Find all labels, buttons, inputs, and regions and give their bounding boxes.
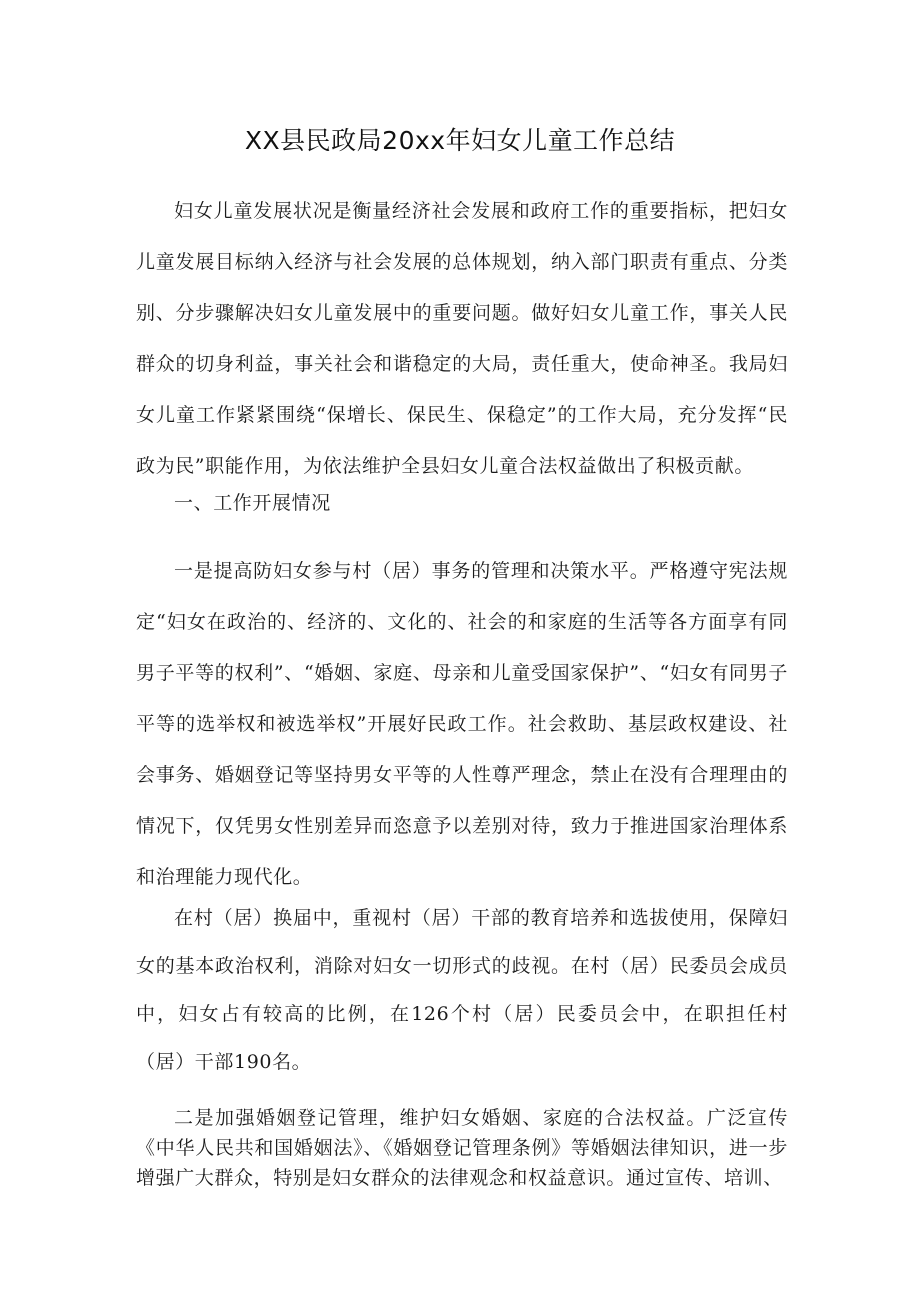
body-paragraph-1: 一是提高防妇女参与村（居）事务的管理和决策水平。严格遵守宪法规定“妇女在政治的、经济的、文化的、社会的和家庭的生活等各方面享有同男子平等的权利”、“婚姻、家庭、母亲和儿童受国家保护”、“妇女有同男子平等的选举权和被选举权”开展好民政工作。社会救助、基层政权建设、社会事务、婚姻登记等坚持男女平等的人性尊严理念，禁止在没有合理理由的情况下，仅凭男女性别差异而恣意予以差别对待，致力于推进国家治理体系和治理能力现代化。 [136, 560, 788, 888]
intro-paragraph: 妇女儿童发展状况是衡量经济社会发展和政府工作的重要指标，把妇女儿童发展目标纳入经济与社会发展的总体规划，纳入部门职责有重点、分类别、分步骤解决妇女儿童发展中的重要问题。做好妇女儿童工作，事关人民群众的切身利益，事关社会和谐稳定的大局，责任重大，使命神圣。我局妇女儿童工作紧紧围绕“保增长、保民生、保稳定”的工作大局，充分发挥“民政为民”职能作用，为依法维护全县妇女儿童合法权益做出了积极贡献。 [136, 200, 788, 477]
body-paragraph-2: 在村（居）换届中，重视村（居）干部的教育培养和选拔使用，保障妇女的基本政治权利，消除对妇女一切形式的歧视。在村（居）民委员会成员中，妇女占有较高的比例，在126个村（居）民委员会中，在职担任村（居）干部190名。 [136, 907, 788, 1073]
body-paragraph-3: 二是加强婚姻登记管理，维护妇女婚姻、家庭的合法权益。广泛宣传《中华人民共和国婚姻法》、《婚姻登记管理条例》等婚姻法律知识，进一步增强广大群众，特别是妇女群众的法律观念和权益意识。通过宣传、培训、 [136, 1107, 788, 1189]
section-heading: 一、工作开展情况 [174, 492, 331, 514]
document-title: XX县民政局20xx年妇女儿童工作总结 [244, 126, 676, 155]
